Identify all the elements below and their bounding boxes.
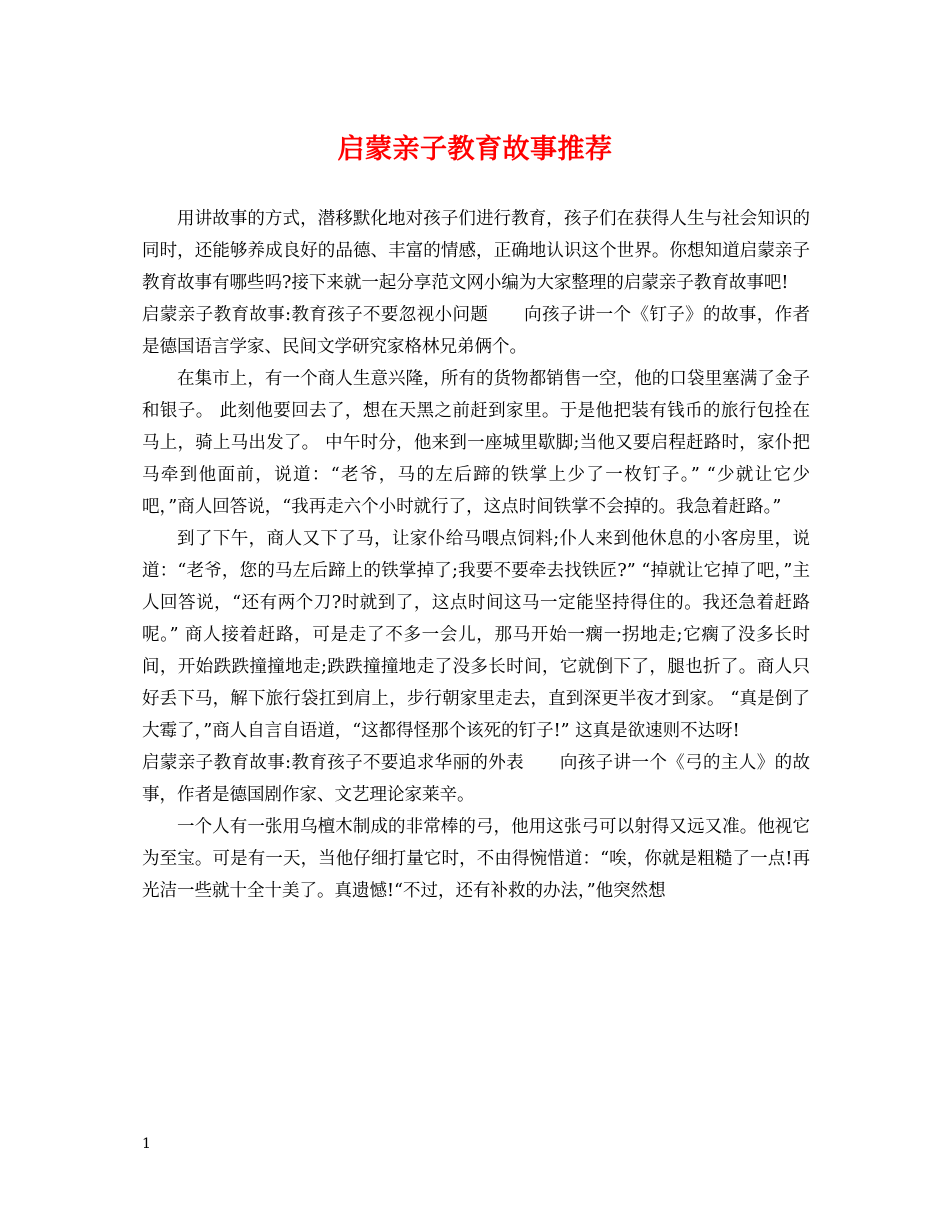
paragraph-story-two-heading: 启蒙亲子教育故事:教育孩子不要追求华丽的外表 向孩子讲一个《弓的主人》的故事，作者是德国剧作家、文艺理论家莱辛。 bbox=[142, 753, 810, 805]
page-number: 1 bbox=[142, 1136, 151, 1152]
paragraph-story-two-part-one: 一个人有一张用乌檀木制成的非常棒的弓，他用这张弓可以射得又远又准。他视它为至宝。可是有一天，当他仔细打量它时，不由得惋惜道：“唉，你就是粗糙了一点!再光洁一些就十全十美了。真遗憾!“不过，还有补救的办法，”他突然想 bbox=[142, 817, 810, 901]
paragraph-story-one-part-one: 在集市上，有一个商人生意兴隆，所有的货物都销售一空，他的口袋里塞满了金子和银子。 此刻他要回去了，想在天黑之前赶到家里。于是他把装有钱币的旅行包拴在马上，骑上马出发了。 中午时分，他来到一座城里歇脚;当他又要启程赶路时，家仆把马牵到他面前，说道：“老爷，马的左后蹄的铁掌上少了一枚钉子。” “少就让它少吧，”商人回答说，“我再走六个小时就行了，这点时间铁掌不会掉的。我急着赶路。” bbox=[142, 369, 810, 517]
document-title: 启蒙亲子教育故事推荐 bbox=[337, 134, 613, 165]
paragraph-story-one-heading: 启蒙亲子教育故事:教育孩子不要忽视小问题 向孩子讲一个《钉子》的故事，作者是德国语言学家、民间文学研究家格林兄弟俩个。 bbox=[142, 305, 810, 357]
paragraph-intro: 用讲故事的方式，潜移默化地对孩子们进行教育，孩子们在获得人生与社会知识的同时，还能够养成良好的品德、丰富的情感，正确地认识这个世界。你想知道启蒙亲子教育故事有哪些吗?接下来就一起分享范文网小编为大家整理的启蒙亲子教育故事吧! bbox=[142, 209, 810, 293]
document-body bbox=[142, 203, 810, 907]
paragraph-story-one-part-two: 到了下午，商人又下了马，让家仆给马喂点饲料;仆人来到他休息的小客房里，说道：“老爷，您的马左后蹄上的铁掌掉了;我要不要牵去找铁匠?” “掉就让它掉了吧，”主人回答说，“还有两个刀?时就到了，这点时间这马一定能坚持得住的。我还急着赶路呢。” 商人接着赶路，可是走了不多一会儿，那马开始一瘸一拐地走;它瘸了没多长时间，开始跌跌撞撞地走;跌跌撞撞地走了没多长时间，它就倒下了，腿也折了。商人只好丢下马，解下旅行袋扛到肩上，步行朝家里走去，直到深更半夜才到家。 “真是倒了大霉了，”商人自言自语道，“这都得怪那个该死的钉子!” 这真是欲速则不达呀! bbox=[142, 529, 810, 741]
